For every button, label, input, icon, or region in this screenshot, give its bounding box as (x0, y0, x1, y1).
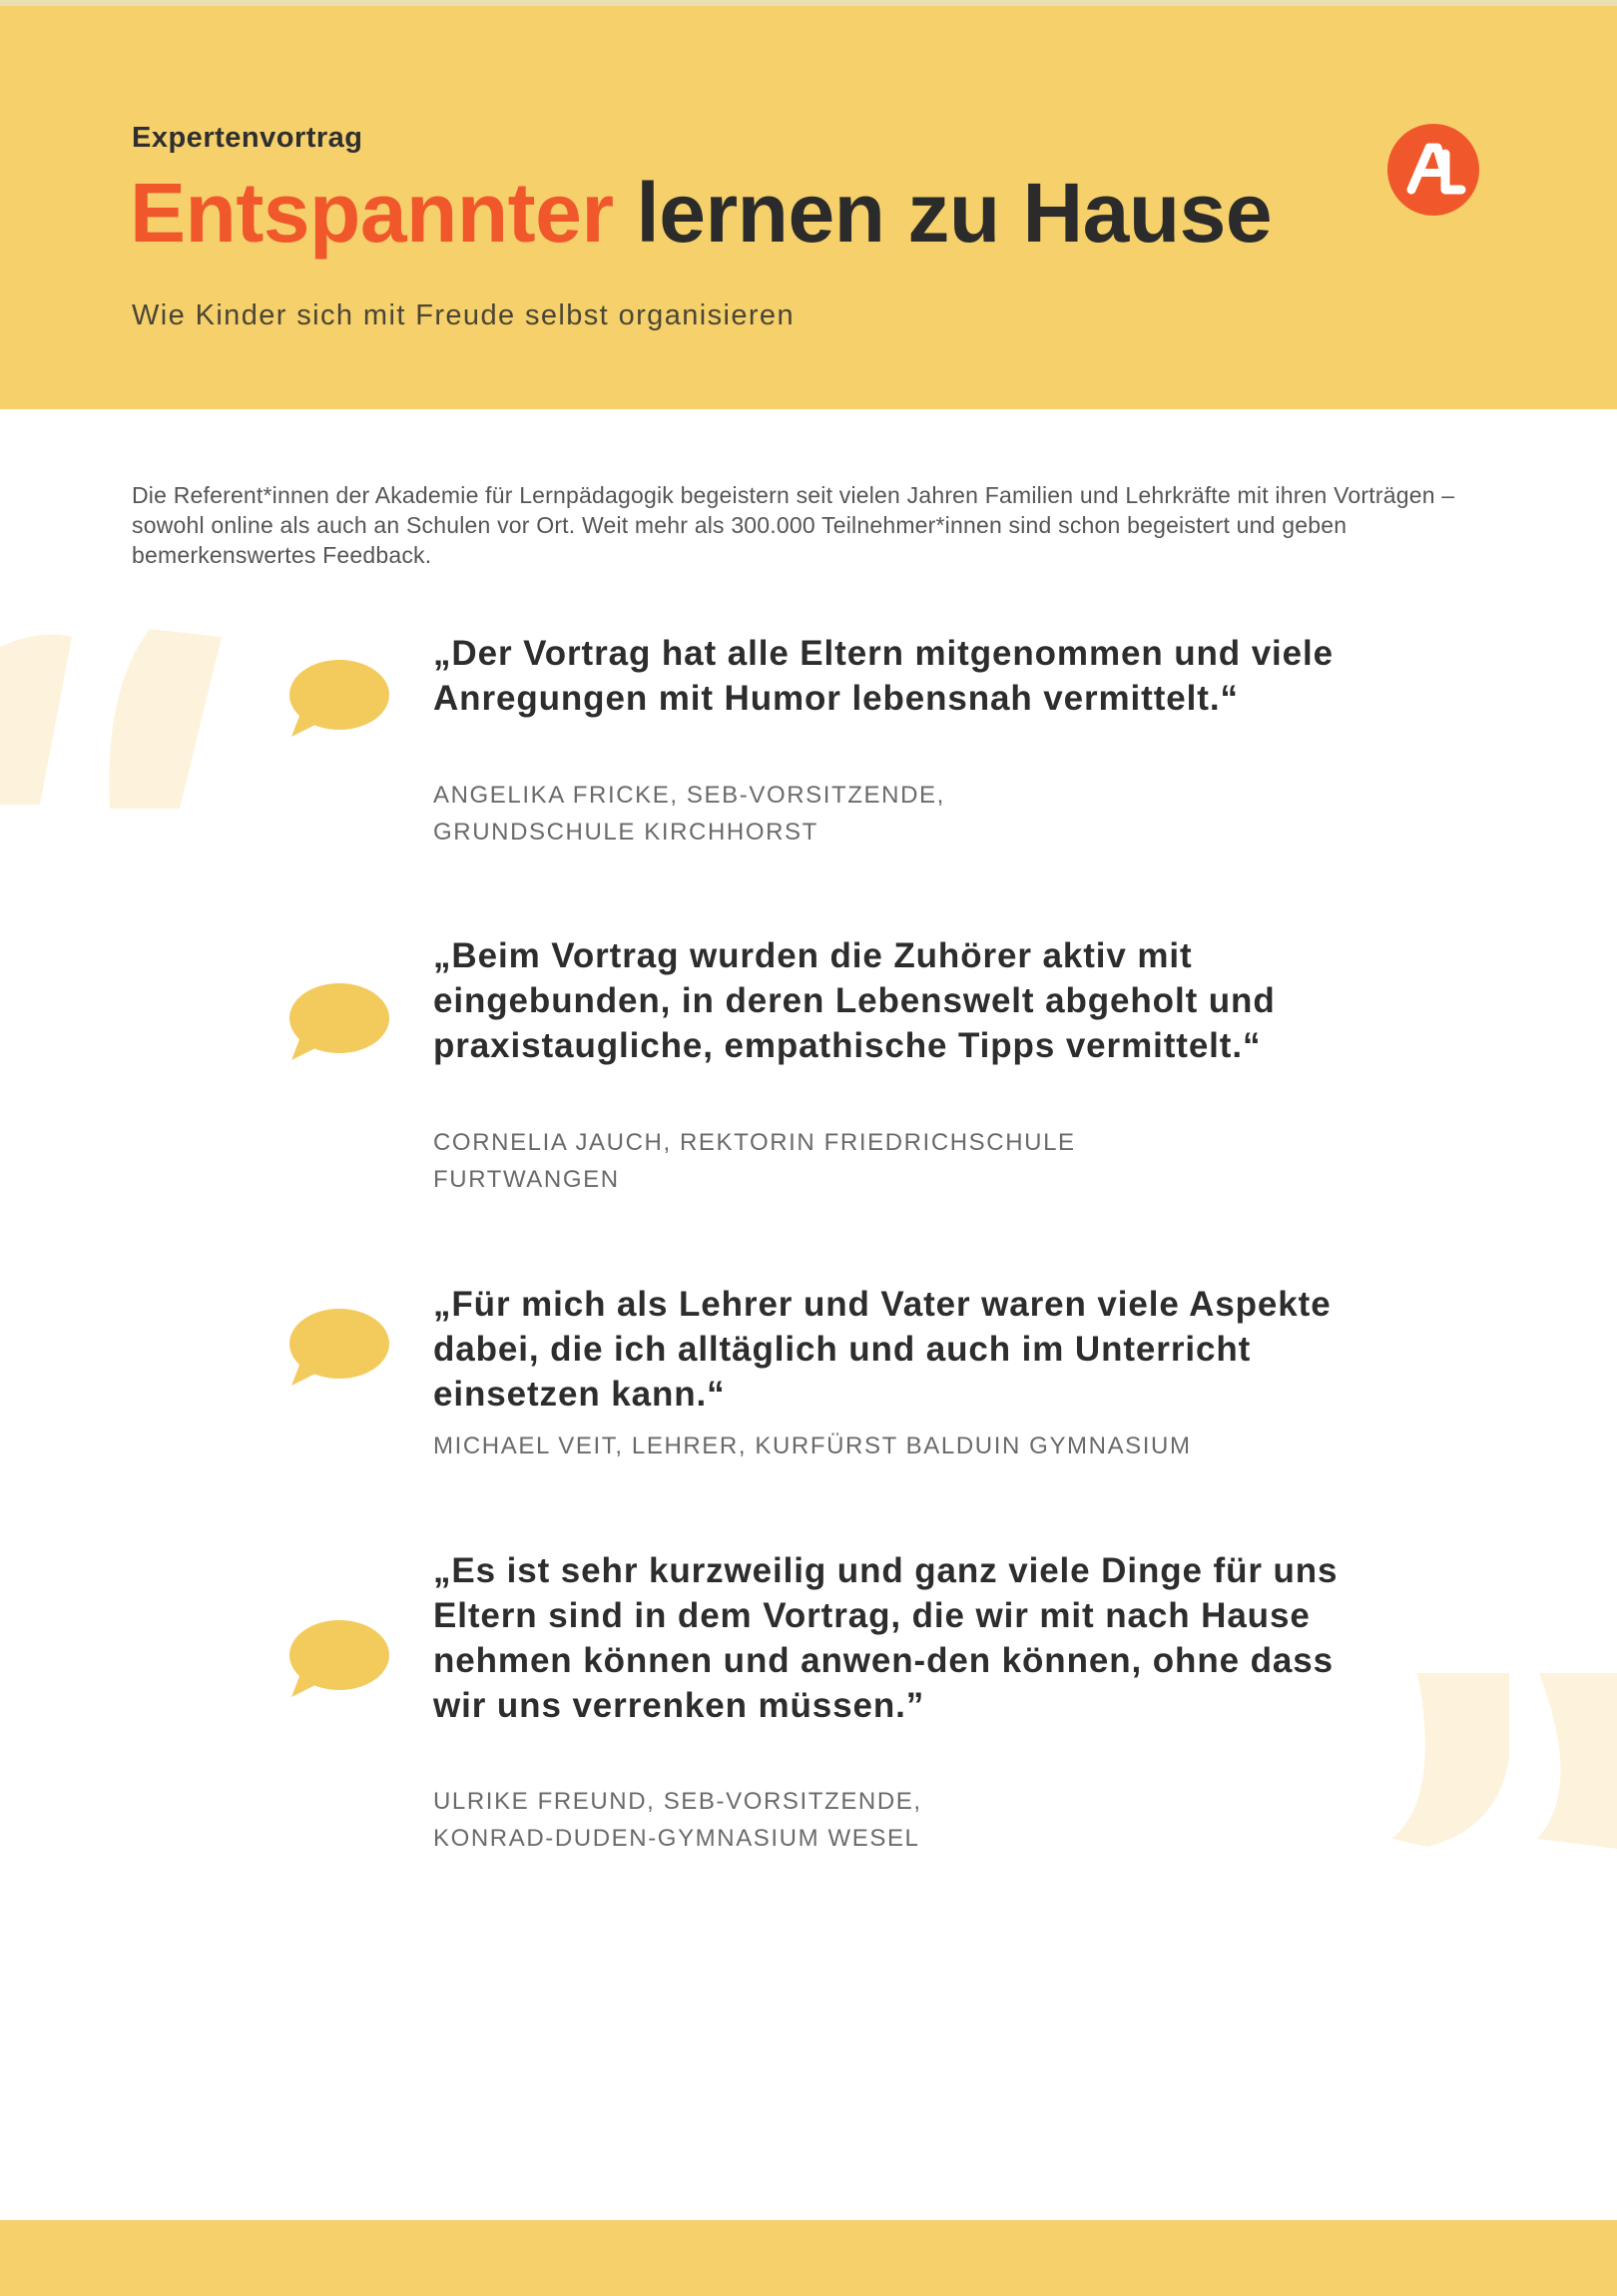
author-line: MICHAEL VEIT, LEHRER, KURFÜRST BALDUIN GYMNASIUM (433, 1433, 1192, 1459)
author-line: FURTWANGEN (433, 1166, 620, 1193)
kicker-label: Expertenvortrag (132, 122, 363, 154)
testimonial-quote: „Es ist sehr kurzweilig und ganz viele Dinge für uns Eltern sind in dem Vortrag, die wir mit nach Hause nehmen können und anwen-den können, ohne dass wir uns verrenken müssen.” (433, 1551, 1339, 1725)
speech-bubble-icon (287, 659, 391, 739)
author-line: ANGELIKA FRICKE, SEB-VORSITZENDE, (433, 782, 945, 809)
page-subtitle: Wie Kinder sich mit Freude selbst organisieren (132, 299, 795, 331)
title-rest: lernen zu Hause (613, 166, 1273, 260)
title-accent: Entspannter (130, 166, 614, 260)
speech-bubble-icon (287, 1619, 391, 1699)
testimonial-quote: „Für mich als Lehrer und Vater waren viele Aspekte dabei, die ich alltäglich und auch im Unterricht einsetzen kann.“ (433, 1285, 1332, 1414)
testimonial-quote: „Der Vortrag hat alle Eltern mitgenommen und viele Anregungen mit Humor lebensnah vermittelt.“ (433, 634, 1335, 718)
closing-quote-mark-icon (1387, 1669, 1617, 1849)
header-banner (0, 6, 1617, 409)
speech-bubble-icon (287, 982, 391, 1062)
footer-band (0, 2220, 1617, 2296)
author-line: GRUNDSCHULE KIRCHHORST (433, 819, 818, 846)
author-line: KONRAD-DUDEN-GYMNASIUM WESEL (433, 1825, 920, 1852)
akademie-logo (1387, 124, 1479, 216)
opening-quote-mark-icon (0, 629, 240, 809)
author-line: ULRIKE FREUND, SEB-VORSITZENDE, (433, 1788, 922, 1815)
testimonial-author (433, 1428, 1351, 1464)
intro-paragraph: Die Referent*innen der Akademie für Lernpädagogik begeistern seit vielen Jahren Familien und Lehrkräfte mit ihren Vorträgen – sowohl online als auch an Schulen vor Ort. Weit mehr als 300.000 Teilnehmer*innen sind schon begeistert und geben bemerkenswertes Feedback. (132, 482, 1455, 568)
speech-bubble-icon (287, 1308, 391, 1388)
testimonial-quote: „Beim Vortrag wurden die Zuhörer aktiv mit eingebunden, in deren Lebenswelt abgeholt und praxistaugliche, empathische Tipps vermittelt.“ (433, 936, 1276, 1065)
page-title (130, 166, 1273, 260)
testimonial-author (433, 777, 1351, 851)
testimonial-author (433, 1124, 1351, 1198)
testimonial-author (433, 1783, 1351, 1857)
author-line: CORNELIA JAUCH, REKTORIN FRIEDRICHSCHULE (433, 1129, 1076, 1156)
logo-mark-icon (1387, 124, 1479, 216)
